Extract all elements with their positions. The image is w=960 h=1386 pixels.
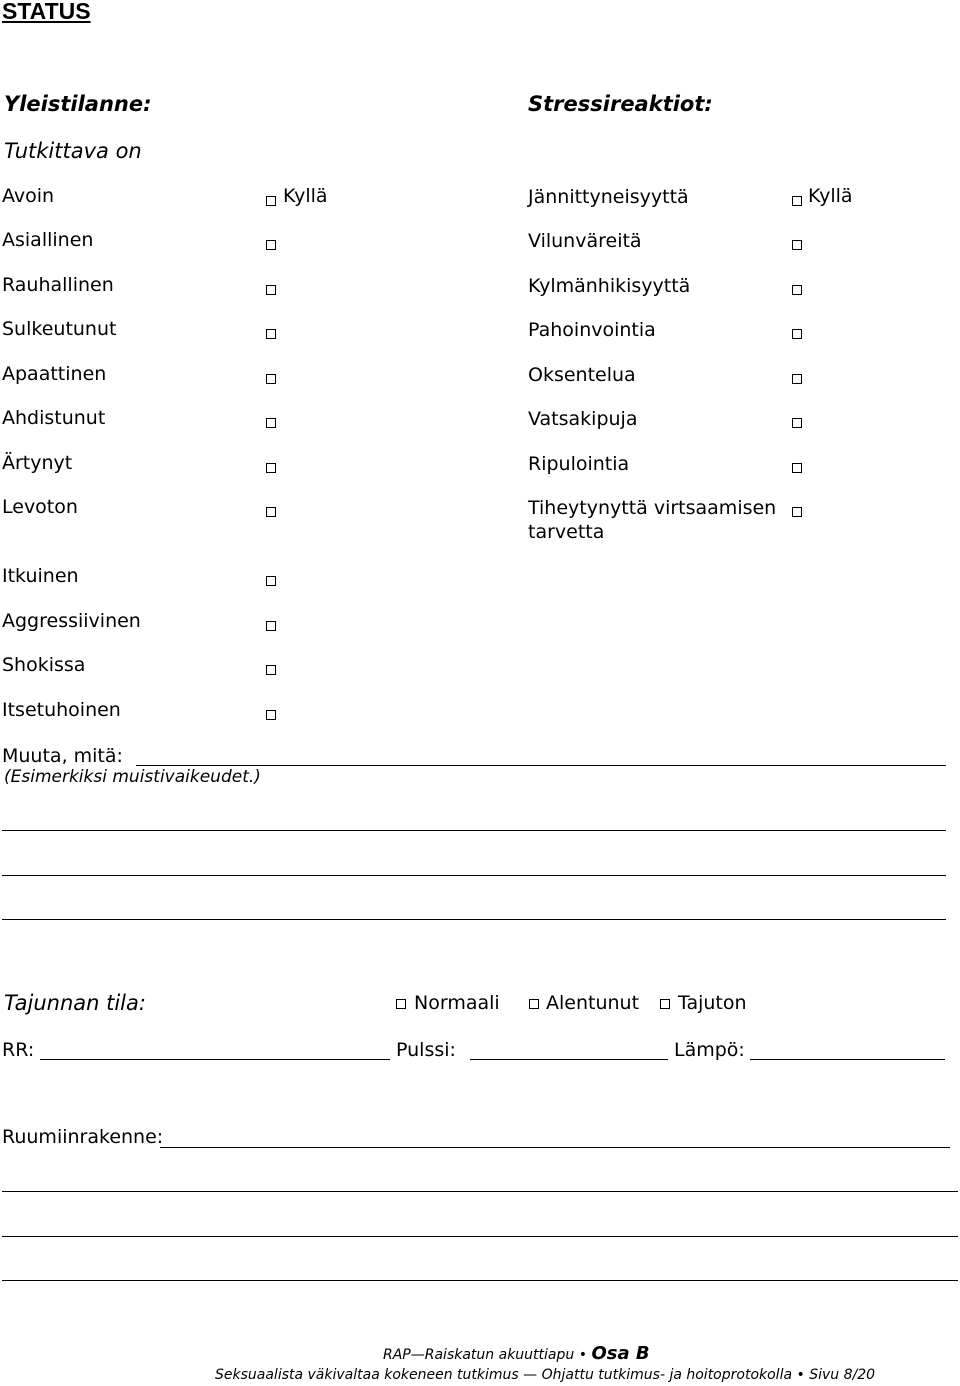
footer-page: Sivu 8/20: [809, 1367, 876, 1383]
consciousness-normal-label: Normaali: [414, 992, 500, 1014]
stress-yes-label: Kyllä: [808, 185, 853, 207]
stress-item-label: Vilunväreitä: [528, 230, 642, 252]
other-line-1[interactable]: [2, 830, 946, 831]
other-label: Muuta, mitä:: [2, 745, 123, 767]
general-item-checkbox[interactable]: [266, 285, 276, 295]
general-item-label: Apaattinen: [2, 363, 107, 385]
other-line-3[interactable]: [2, 919, 946, 920]
general-item-label: Rauhallinen: [2, 274, 114, 296]
general-item-label: Shokissa: [2, 654, 86, 676]
general-item-label: Ahdistunut: [2, 407, 106, 429]
body-build-line-1[interactable]: [2, 1191, 958, 1192]
other-input-line[interactable]: [136, 765, 946, 766]
footer-line-2: [215, 1366, 875, 1384]
general-item-label: Sulkeutunut: [2, 318, 117, 340]
rr-input-line[interactable]: [40, 1059, 390, 1060]
general-item-label: Itsetuhoinen: [2, 699, 121, 721]
footer-part: Osa B: [591, 1343, 650, 1364]
general-subheading: Tutkittava on: [4, 139, 142, 163]
general-item-checkbox[interactable]: [266, 196, 276, 206]
footer-program: Raiskatun akuuttiapu: [424, 1347, 575, 1363]
general-heading: Yleistilanne:: [4, 92, 152, 116]
stress-item-label: Vatsakipuja: [528, 408, 638, 430]
stress-item-checkbox[interactable]: [792, 285, 802, 295]
temp-label: Lämpö:: [674, 1039, 745, 1061]
footer-protocol: Ohjattu tutkimus- ja hoitoprotokolla: [541, 1367, 793, 1383]
pulse-label: Pulssi:: [396, 1039, 456, 1061]
general-item-checkbox[interactable]: [266, 710, 276, 720]
general-item-label: Ärtynyt: [2, 452, 73, 474]
footer-dash-2: —: [523, 1367, 538, 1383]
pulse-input-line[interactable]: [470, 1059, 668, 1060]
consciousness-unconscious-checkbox[interactable]: [660, 999, 670, 1009]
stress-item-checkbox[interactable]: [792, 418, 802, 428]
general-item-checkbox[interactable]: [266, 418, 276, 428]
stress-item-label: Oksentelua: [528, 364, 636, 386]
general-item-checkbox[interactable]: [266, 576, 276, 586]
footer-prefix: RAP: [383, 1347, 411, 1363]
footer-dash-1: —: [410, 1347, 425, 1363]
stress-item-checkbox[interactable]: [792, 507, 802, 517]
general-item-label: Levoton: [2, 496, 78, 518]
stress-item-label: Ripulointia: [528, 453, 630, 475]
general-item-checkbox[interactable]: [266, 240, 276, 250]
general-item-label: Itkuinen: [2, 565, 79, 587]
stress-item-label: Pahoinvointia: [528, 319, 656, 341]
body-build-input-line[interactable]: [160, 1147, 950, 1148]
consciousness-label: Tajunnan tila:: [4, 991, 146, 1015]
consciousness-reduced-checkbox[interactable]: [529, 999, 539, 1009]
body-build-line-2[interactable]: [2, 1236, 958, 1237]
temp-input-line[interactable]: [750, 1059, 945, 1060]
stress-item-label: Tiheytynyttä virtsaamisen tarvetta: [528, 497, 777, 543]
general-item-checkbox[interactable]: [266, 665, 276, 675]
stress-heading: Stressireaktiot:: [528, 92, 713, 116]
general-yes-label: Kyllä: [283, 185, 328, 207]
body-build-line-3[interactable]: [2, 1280, 958, 1281]
stress-item-checkbox[interactable]: [792, 240, 802, 250]
general-item-checkbox[interactable]: [266, 374, 276, 384]
general-item-checkbox[interactable]: [266, 463, 276, 473]
stress-item-checkbox[interactable]: [792, 374, 802, 384]
general-item-checkbox[interactable]: [266, 621, 276, 631]
stress-item-checkbox[interactable]: [792, 329, 802, 339]
footer-bullet-1: •: [578, 1347, 587, 1363]
footer-bullet-2: •: [796, 1367, 805, 1383]
consciousness-unconscious-label: Tajuton: [678, 992, 747, 1014]
stress-item-label: Jännittyneisyyttä: [528, 186, 689, 208]
consciousness-reduced-label: Alentunut: [546, 992, 640, 1014]
body-build-label: Ruumiinrakenne:: [2, 1126, 164, 1148]
general-item-checkbox[interactable]: [266, 507, 276, 517]
general-item-label: Avoin: [2, 185, 55, 207]
page-title: STATUS: [2, 0, 91, 24]
stress-item-checkbox[interactable]: [792, 196, 802, 206]
rr-label: RR:: [2, 1039, 35, 1061]
other-hint: (Esimerkiksi muistivaikeudet.): [4, 767, 261, 787]
footer-line-1: [383, 1345, 650, 1364]
stress-item-checkbox[interactable]: [792, 463, 802, 473]
general-item-label: Aggressiivinen: [2, 610, 141, 632]
general-item-checkbox[interactable]: [266, 329, 276, 339]
general-item-label: Asiallinen: [2, 229, 94, 251]
footer-subject: Seksuaalista väkivaltaa kokeneen tutkimus: [215, 1367, 519, 1383]
consciousness-normal-checkbox[interactable]: [396, 999, 406, 1009]
other-line-2[interactable]: [2, 875, 946, 876]
stress-item-label: Kylmänhikisyyttä: [528, 275, 691, 297]
